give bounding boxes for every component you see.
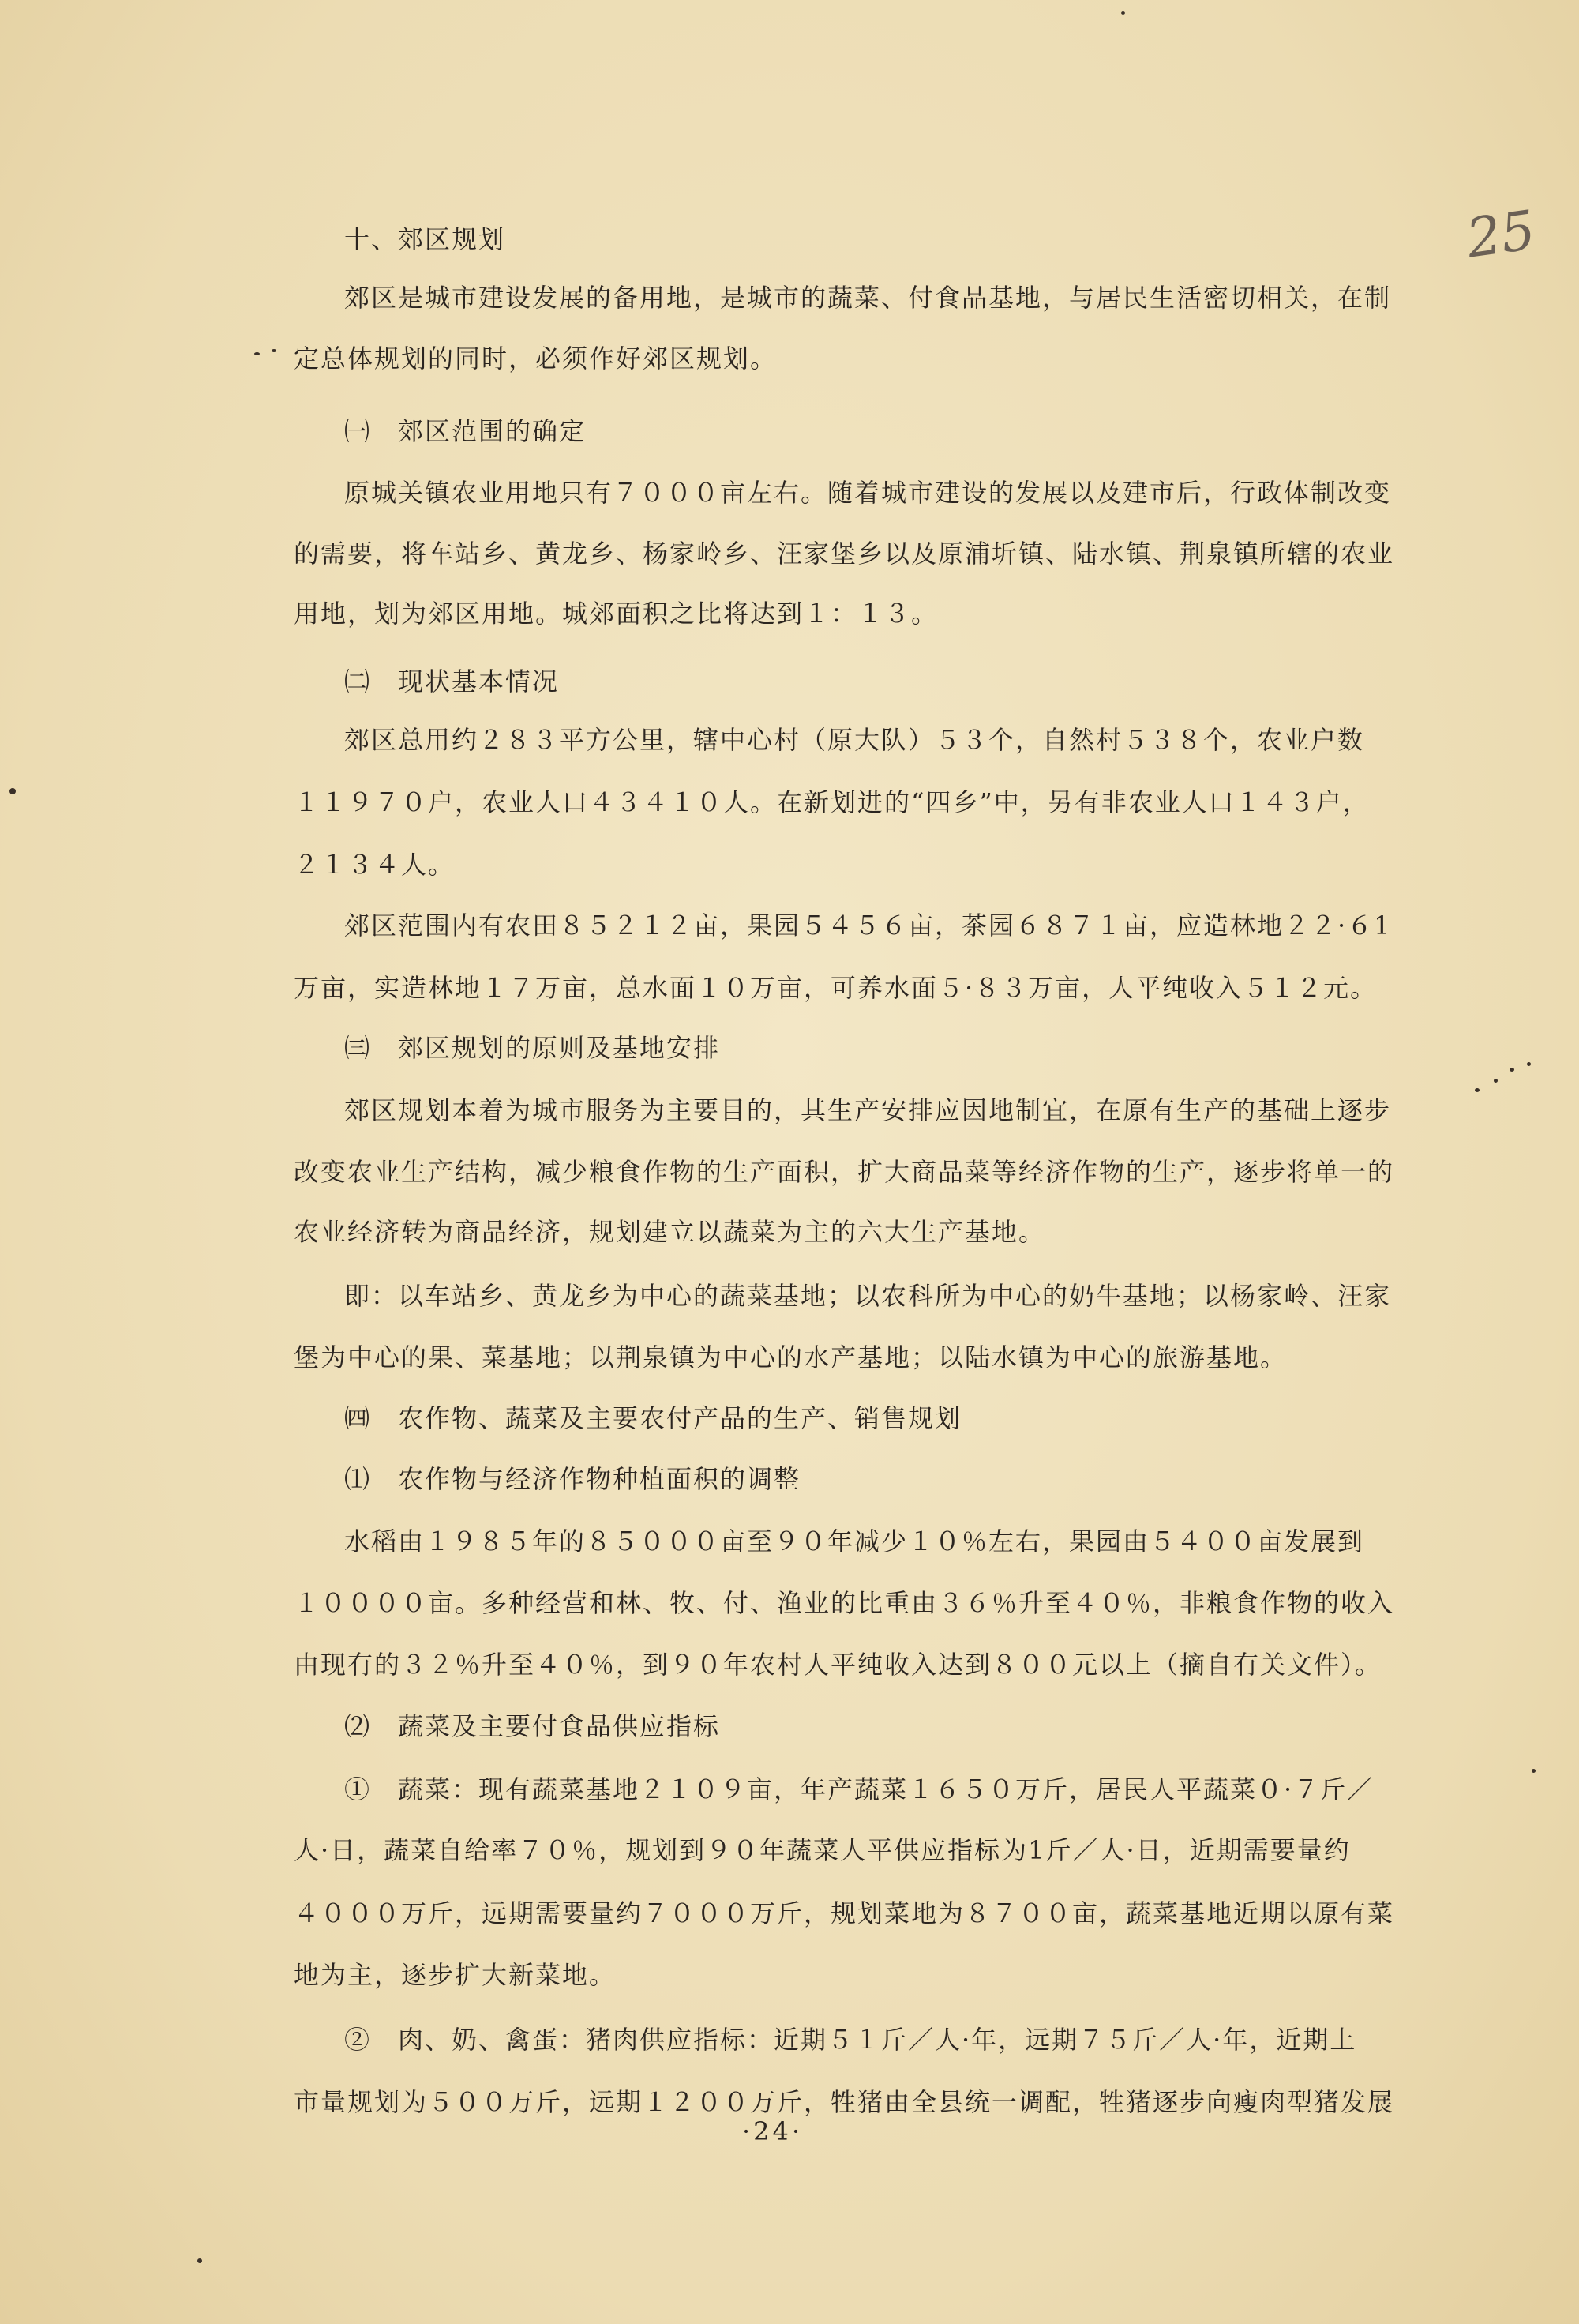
text-line: 市量规划为５００万斤，远期１２００万斤，牲猪由全县统一调配，牲猪逐步向瘦肉型猪发展 — [294, 2087, 1395, 2117]
text-line: １１９７０户，农业人口４３４１０人。在新划进的“四乡”中，另有非农业人口１４３户， — [294, 787, 1370, 817]
text-line: ２１３４人。 — [294, 850, 456, 880]
text-line: ① 蔬菜：现有蔬菜基地２１０９亩，年产蔬菜１６５０万斤，居民人平蔬菜０·７斤／ — [344, 1774, 1375, 1804]
subsection-heading: ㈡ 现状基本情况 — [344, 666, 560, 696]
text-line: 郊区规划本着为城市服务为主要目的，其生产安排应因地制宜，在原有生产的基础上逐步 — [344, 1095, 1392, 1125]
subsection-heading: ㈠ 郊区范围的确定 — [344, 416, 587, 446]
scan-speck — [1527, 1062, 1531, 1066]
text-line: ４０００万斤，远期需要量约７０００万斤，规划菜地为８７００亩，蔬菜基地近期以原有菜 — [294, 1898, 1395, 1928]
scan-speck — [1510, 1068, 1514, 1072]
text-line: 堡为中心的果、菜基地；以荆泉镇为中心的水产基地；以陆水镇为中心的旅游基地。 — [294, 1342, 1288, 1372]
text-line: 原城关镇农业用地只有７０００亩左右。随着城市建设的发展以及建市后，行政体制改变 — [344, 478, 1392, 508]
text-line: 农业经济转为商品经济，规划建立以蔬菜为主的六大生产基地。 — [294, 1217, 1046, 1247]
text-line: 水稻由１９８５年的８５０００亩至９０年减少１０％左右，果园由５４００亩发展到 — [344, 1526, 1365, 1556]
text-line: ② 肉、奶、禽蛋：猪肉供应指标：近期５１斤／人·年，远期７５斤／人·年，近期上 — [344, 2025, 1357, 2055]
text-line: 改变农业生产结构，减少粮食作物的生产面积，扩大商品菜等经济作物的生产，逐步将单一的 — [294, 1157, 1395, 1187]
text-line: １００００亩。多种经营和林、牧、付、渔业的比重由３６％升至４０％，非粮食作物的收入 — [294, 1588, 1395, 1618]
text-line: 郊区是城市建设发展的备用地，是城市的蔬菜、付食品基地，与居民生活密切相关，在制 — [344, 283, 1392, 313]
scan-speck — [272, 349, 276, 352]
page-number: ·24· — [742, 2116, 804, 2146]
section-heading: 十、郊区规划 — [344, 224, 506, 254]
text-line: 用地，划为郊区用地。城郊面积之比将达到１：１３。 — [294, 599, 939, 629]
scan-speck — [254, 352, 260, 355]
scan-speck — [197, 2258, 202, 2263]
text-line: 即：以车站乡、黄龙乡为中心的蔬菜基地；以农科所为中心的奶牛基地；以杨家岭、汪家 — [344, 1281, 1392, 1311]
text-line: 由现有的３２％升至４０％，到９０年农村人平纯收入达到８００元以上（摘自有关文件）。 — [294, 1650, 1382, 1680]
scan-speck — [9, 788, 16, 794]
scan-speck — [1532, 1769, 1536, 1773]
subsection-heading: ⑵ 蔬菜及主要付食品供应指标 — [344, 1711, 721, 1741]
handwritten-page-annotation: 25 — [1462, 199, 1540, 271]
text-line: 郊区范围内有农田８５２１２亩，果园５４５６亩，茶园６８７１亩，应造林地２２·６1 — [344, 910, 1392, 940]
text-line: 郊区总用约２８３平方公里，辖中心村（原大队）５３个，自然村５３８个，农业户数 — [344, 725, 1365, 755]
scan-speck — [1494, 1079, 1498, 1083]
scan-speck — [1121, 11, 1125, 15]
subsection-heading: ㈣ 农作物、蔬菜及主要农付产品的生产、销售规划 — [344, 1403, 962, 1433]
subsection-heading: ⑴ 农作物与经济作物种植面积的调整 — [344, 1464, 801, 1494]
scan-speck — [1475, 1088, 1480, 1092]
text-line: 人·日，蔬菜自给率７０％，规划到９０年蔬菜人平供应指标为1斤／人·日，近期需要量约 — [294, 1835, 1351, 1865]
text-line: 定总体规划的同时，必须作好郊区规划。 — [294, 344, 778, 374]
text-line: 地为主，逐步扩大新菜地。 — [294, 1960, 617, 1990]
text-line: 万亩，实造林地１７万亩，总水面１０万亩，可养水面５·８３万亩，人平纯收入５１２元。 — [294, 973, 1378, 1003]
text-line: 的需要，将车站乡、黄龙乡、杨家岭乡、汪家堡乡以及原浦圻镇、陆水镇、荆泉镇所辖的农业 — [294, 539, 1395, 569]
subsection-heading: ㈢ 郊区规划的原则及基地安排 — [344, 1033, 721, 1063]
